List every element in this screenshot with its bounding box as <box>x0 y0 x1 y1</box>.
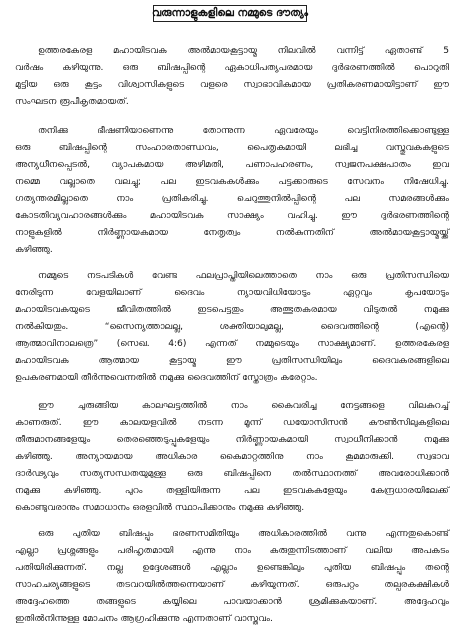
paragraph-5-line-4: സാഹചര്യങ്ങളുടെ തടവറയിൽത്തന്നെയാണ് കഴിയുന്നത്. ഒരുപറ്റം തല്പരകക്ഷികൾ <box>15 580 449 590</box>
paragraph-4-line-7: കൊണ്ടുവരാനും സമാധാനം ഒരളവിൽ സ്ഥാപിക്കാനും നമുക്കു കഴിഞ്ഞു. <box>15 503 305 513</box>
paragraph-5-line-3: പതിയിരിക്കുന്നത്. നല്ല ഉദ്ദേശങ്ങൾ എല്ലാം ഉണ്ടെങ്കിലും പുതിയ ബിഷപ്പും തന്റെ <box>15 563 449 573</box>
paragraph-4-line-3: തീരുമാനങ്ങളേയും തെരഞ്ഞെടുപ്പുകളേയും നിർണ്ണായകമായി സ്വാധീനിക്കാൻ നമുക്കു <box>15 435 449 445</box>
paragraph-2-line-3: അന്യധീനപ്പെടൽ, വ്യാപകമായ അഴിമതി, പണാപഹരണം, സ്വജനപക്ഷപാതം ഇവ <box>15 160 449 170</box>
paragraph-2-line-8: കഴിഞ്ഞു. <box>15 245 53 255</box>
paragraph-1-line-4: സംഘടന രൂപീകൃതമായത്. <box>15 97 129 107</box>
document-title: വരുന്നാളുകളിലെ നമ്മുടെ ദൗത്യം <box>153 5 307 22</box>
paragraph-4-line-1: ഈ ചുരുങ്ങിയ കാലഘട്ടത്തിൽ നാം കൈവരിച്ച നേട്ടങ്ങളെ വിലകുറച്ച് <box>38 401 449 411</box>
paragraph-2-line-7: നാളുകളിൽ നിർണ്ണായകമായ നേതൃത്വം നൽകുന്നതിന് അൽമായകൂട്ടായ്മയ്ക്ക് <box>15 228 449 238</box>
paragraph-3-line-3: മഹായിടവകയുടെ ജീവിതത്തിൽ ഇടപെട്ടതും അത്ഭുതകരമായ വിടുതൽ നമുക്കു <box>15 305 449 315</box>
paragraph-3-line-6: മഹായിടവക ആത്മായ കൂട്ടായ്മ ഈ പ്രതിസന്ധിയിലും ദൈവകരങ്ങളിലെ <box>15 356 449 366</box>
paragraph-2-line-2: ഒരു ബിഷപ്പിന്റെ സംഹാരതാണ്ഡവം, പൈതൃകമായി ലഭിച്ച വസ്തുവകകളുടെ <box>15 143 449 153</box>
paragraph-4-line-6: നമുക്കു കഴിഞ്ഞു. പുറം തള്ളിയിരുന്ന പല ഇടവകകളേയും കേന്ദ്രധാരയിലേക്ക് <box>15 486 449 496</box>
paragraph-4-line-2: കാണരുത്. ഈ കാലയളവിൽ നടന്ന മൂന്ന് ഡയോസിസൻ കൗൺസിലുകളിലെ <box>15 418 449 428</box>
paragraph-3-line-1: നമ്മുടെ നടപടികൾ വേണ്ട ഫലപ്രാപ്തിയിലെത്താതെ നാം ഒരു പ്രതിസന്ധിയെ <box>38 271 449 281</box>
paragraph-2-line-4: നമ്മെ വല്ലാതെ വലച്ചു; പല ഇടവകകൾക്കും പട്ടക്കാരുടെ സേവനം നിഷേധിച്ചു. <box>15 177 449 187</box>
paragraph-3-line-7: ഉപകരണമായി തീർന്നുവെന്നതിൽ നമുക്കു ദൈവത്തിന് സ്തോത്രം കരേറ്റാം. <box>15 373 318 383</box>
paragraph-5-line-2: എല്ലാ പ്രശ്നങ്ങളും പരിഹൃതമായി എന്നു നാം കരുതുന്നിടത്താണ് വലിയ അപകടം <box>15 546 449 556</box>
paragraph-2-line-5: ഗത്യന്തരമില്ലാതെ നാം പ്രതികരിച്ചു. ചെറുത്തുനിൽപ്പിന്റെ പല സമരങ്ങൾക്കും <box>15 194 449 204</box>
paragraph-3-line-2: നേരിടുന്ന വേളയിലാണ് ദൈവം ന്യായവിധിയോടും ഏറ്റവും കൃപയോടും <box>15 288 449 298</box>
paragraph-5-line-5: അദ്ദേഹത്തെ തങ്ങളുടെ കയ്യിലെ പാവയാക്കാൻ ശ്രമിക്കുകയാണ്. അദ്ദേഹവും <box>15 597 449 607</box>
paragraph-4-line-4: കഴിഞ്ഞു. അന്യായമായ അധികാര കൈമാറ്റത്തിനു നാം കൂമമാരുക്കി. സ്വഭാവ <box>15 452 449 462</box>
paragraph-3-line-5: ആത്മാവിനാലത്രെ” (സെഖ. 4:6) എന്നത് നമ്മുടെയും സാക്ഷ്യമാണ്. ഉത്തരകേരള <box>15 339 449 349</box>
paragraph-2-line-6: കോടതിവ്യവഹാരങ്ങൾക്കും മഹായിടവക സാക്ഷ്യം വഹിച്ചു. ഈ ദുർഭരണത്തിന്റെ <box>15 211 449 221</box>
paragraph-3-line-4: നൽകിയതും. “സൈന്യത്താലല്ല, ശക്തിയാലുമല്ല, ദൈവത്തിന്റെ (എന്റെ) <box>15 322 449 332</box>
paragraph-1-line-3: മുട്ടിയ ഒരു കൂട്ടം വിശ്വാസികളുടെ വളരെ സ്വാഭാവികമായ പ്രതികരണമായിട്ടാണ് ഈ <box>15 80 449 90</box>
paragraph-5-line-1: ഒരു പുതിയ ബിഷപ്പും ഭരണസമിതിയും അധികാരത്തിൽ വന്നു എന്നതുകൊണ്ട് <box>38 529 449 539</box>
paragraph-2-line-1: തനിക്കു ഭീഷണിയാണെന്നു തോന്നുന്ന ഏവരേയും വെട്ടിനിരത്തിക്കൊണ്ടുള്ള <box>38 126 449 136</box>
paragraph-1-line-1: ഉത്തരകേരള മഹായിടവക അൽമായകൂട്ടായ്മ നിലവിൽ വന്നിട്ട് ഏതാണ്ട് 5 <box>38 46 449 56</box>
paragraph-1-line-2: വർഷം കഴിയുന്നു. ഒരു ബിഷപ്പിന്റെ ഏകാധിപത്യപരമായ ദുർഭരണത്തിൽ പൊറുതി <box>15 63 449 73</box>
paragraph-5-line-6: ഇതിൽനിന്നുള്ള മോചനം ആഗ്രഹിക്കുന്നു എന്നതാണ് വാസ്തവം. <box>15 614 273 624</box>
paragraph-4-line-5: ദാർഢ്യവും സത്യസന്ധതയുമുള്ള ഒരു ബിഷപ്പിനെ തൽസ്ഥാനത്ത് അവരോധിക്കാൻ <box>15 469 449 479</box>
